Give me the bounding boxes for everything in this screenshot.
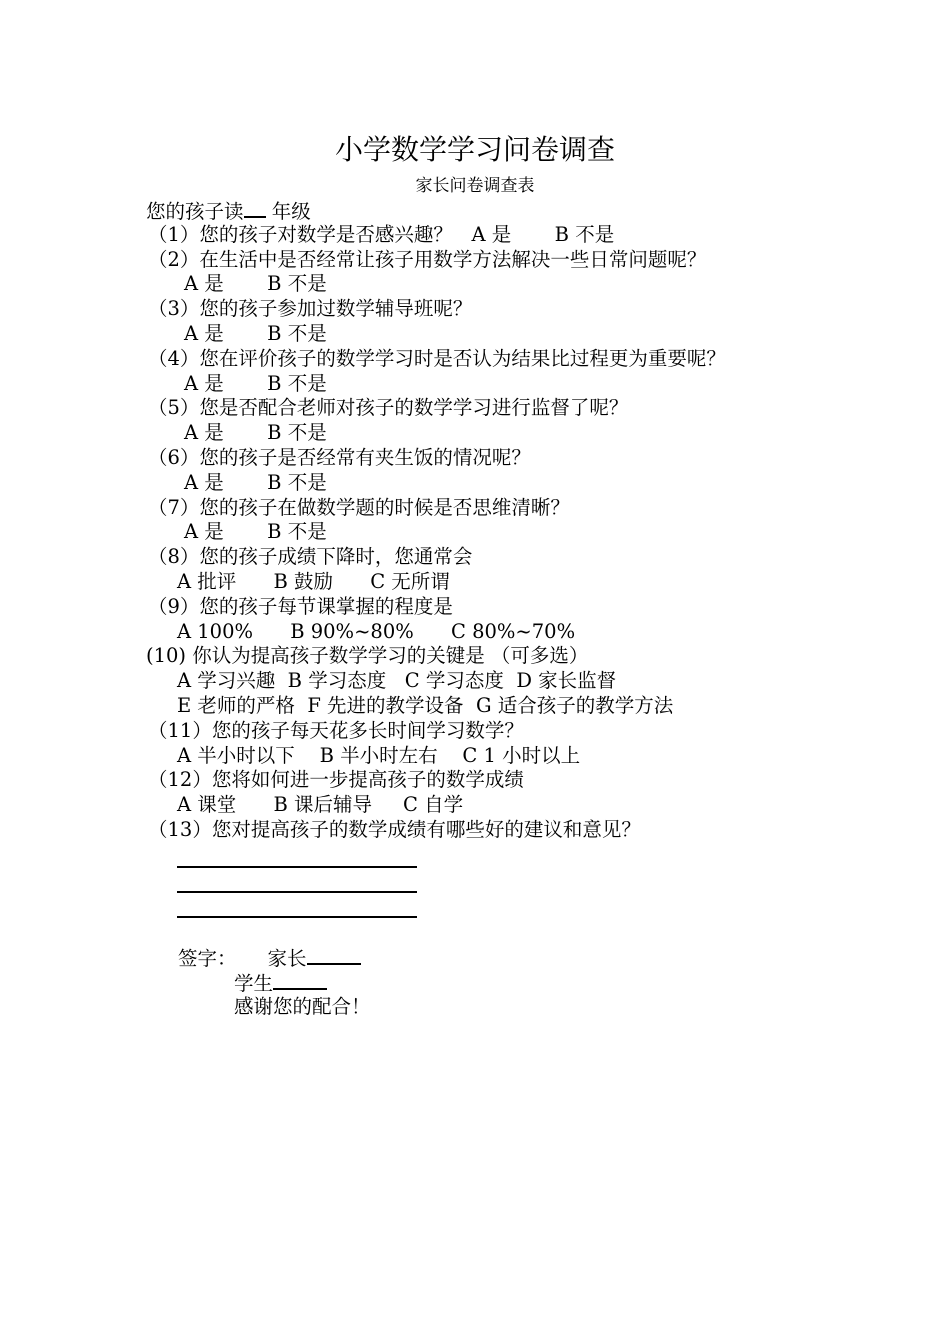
grade-blank[interactable] [244,198,266,218]
question-9: （9）您的孩子每节课掌握的程度是 [148,594,453,618]
question-12-options: A 课堂 B 课后辅导 C 自学 [177,793,464,817]
student-signature-blank[interactable] [273,970,327,990]
parent-signature-label: 签字： 家长 [178,947,307,970]
question-12: （12）您将如何进一步提高孩子的数学成绩 [148,768,524,792]
answer-line-3[interactable] [177,893,417,918]
question-5: （5）您是否配合老师对孩子的数学学习进行监督了呢？ [148,396,629,420]
question-2: （2）在生活中是否经常让孩子用数学方法解决一些日常问题呢？ [148,247,707,271]
parent-signature-row [178,945,371,970]
question-4-options: A 是 B 不是 [184,371,327,395]
question-10-options-e-g: E 老师的严格 F 先进的教学设备 G 适合孩子的教学方法 [177,693,674,717]
question-8: （8）您的孩子成绩下降时，您通常会 [148,545,473,569]
student-signature-row [178,970,371,995]
question-7-options: A 是 B 不是 [184,520,327,544]
signature-area [178,945,371,1019]
question-10-options-a-d: A 学习兴趣 B 学习态度 C 学习态度 D 家长监督 [177,669,617,693]
question-7: （7）您的孩子在做数学题的时候是否思维清晰？ [148,495,570,519]
question-13: （13）您对提高孩子的数学成绩有哪些好的建议和意见？ [148,817,641,841]
answer-line-2[interactable] [177,868,417,893]
answer-line-1[interactable] [177,843,417,868]
question-8-options: A 批评 B 鼓励 C 无所谓 [177,569,450,593]
question-11: （11）您的孩子每天花多长时间学习数学？ [148,718,524,742]
thanks-text: 感谢您的配合！ [234,994,371,1018]
question-6-options: A 是 B 不是 [184,470,327,494]
parent-signature-blank[interactable] [307,945,361,965]
question-11-options: A 半小时以下 B 半小时左右 C 1 小时以上 [177,743,581,767]
questionnaire-body [146,198,906,918]
grade-suffix: 年级 [265,200,311,223]
grade-line [146,198,906,223]
question-1: （1）您的孩子对数学是否感兴趣？ A 是 B 不是 [148,222,615,246]
question-9-options: A 100% B 90%~80% C 80%~70% [177,619,576,643]
question-3-options: A 是 B 不是 [184,321,327,345]
question-3: （3）您的孩子参加过数学辅导班呢？ [148,297,473,321]
question-2-options: A 是 B 不是 [184,272,327,296]
grade-prefix: 您的孩子读 [146,200,244,223]
question-6: （6）您的孩子是否经常有夹生饭的情况呢？ [148,445,531,469]
document-subtitle: 家长问卷调查表 [415,176,535,196]
student-signature-label: 学生 [234,971,274,995]
question-4: （4）您在评价孩子的数学学习时是否认为结果比过程更为重要呢？ [148,346,726,370]
question-5-options: A 是 B 不是 [184,421,327,445]
document-title: 小学数学学习问卷调查 [334,133,615,166]
question-10: (10) 你认为提高孩子数学学习的关键是 （可多选） [146,644,589,668]
